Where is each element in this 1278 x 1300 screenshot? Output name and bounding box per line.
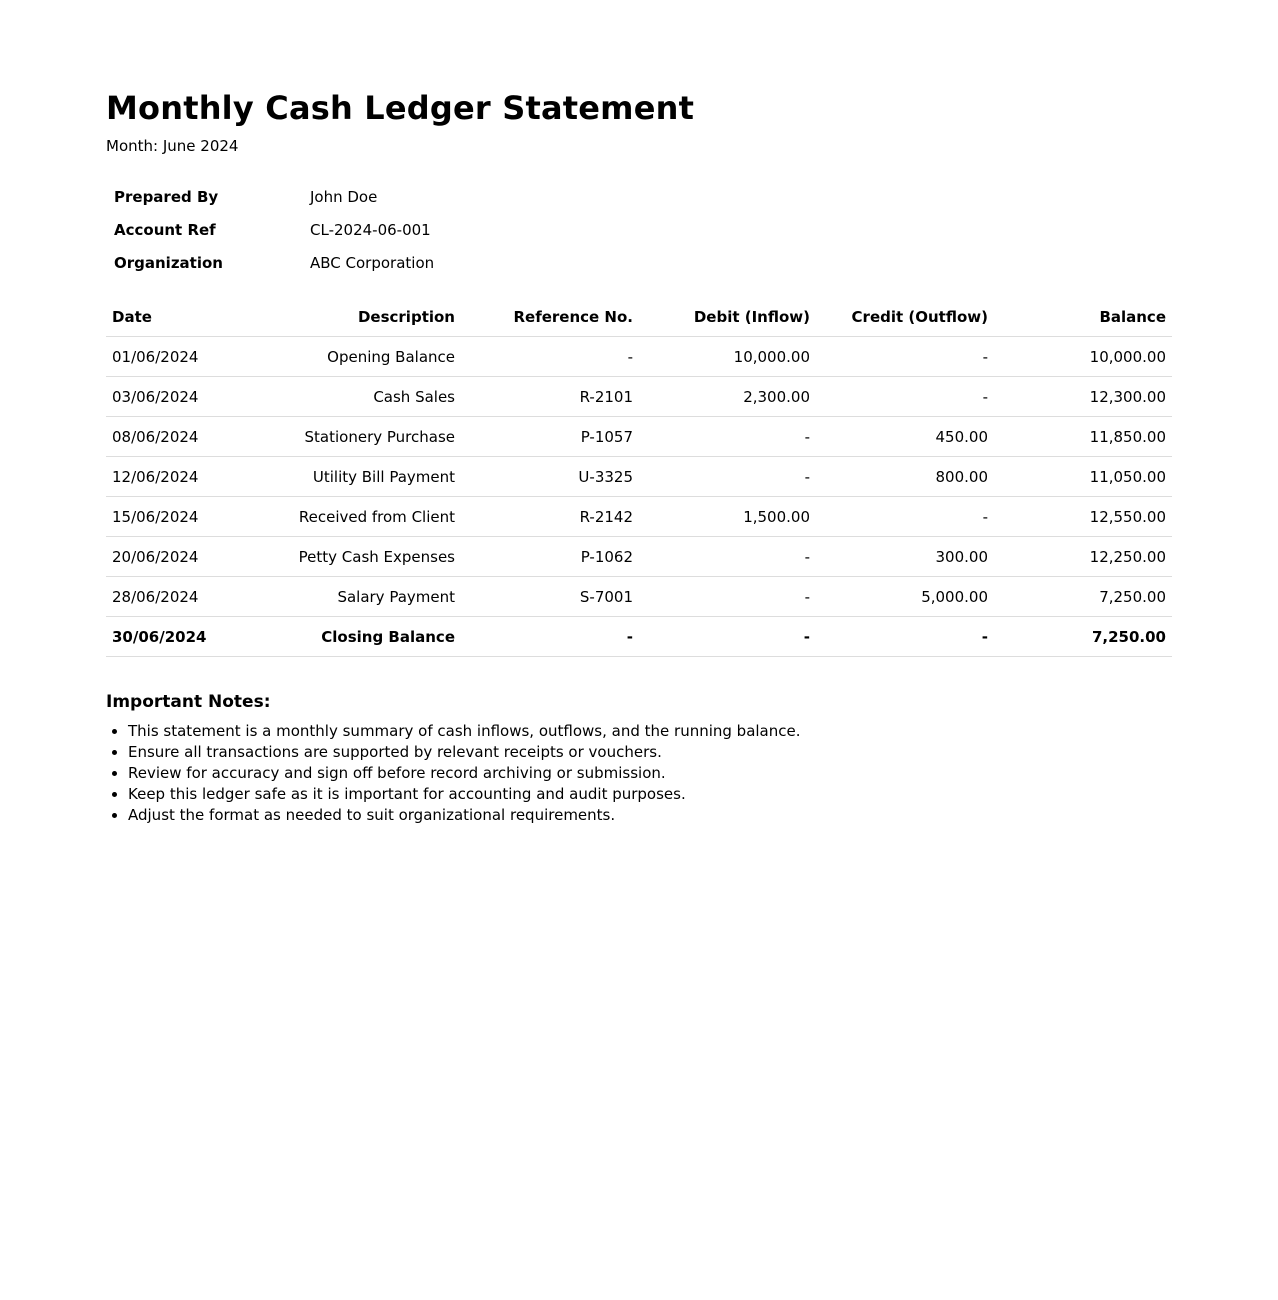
date-cell: 20/06/2024: [106, 537, 263, 577]
statement-meta-table: [114, 180, 434, 279]
debit-cell: -: [639, 457, 816, 497]
table-row: [106, 377, 1172, 417]
page-title: Monthly Cash Ledger Statement: [106, 89, 695, 127]
ledger-statement-page: [106, 86, 1172, 826]
credit-cell: -: [816, 337, 994, 377]
credit-cell: 800.00: [816, 457, 994, 497]
notes-heading: Important Notes:: [106, 692, 271, 712]
column-header-debit: Debit (Inflow): [639, 297, 816, 337]
ledger-table: [106, 297, 1172, 657]
reference-cell: R-2142: [461, 497, 639, 537]
column-header-credit: Credit (Outflow): [816, 297, 994, 337]
list-item: • Ensure all transactions are supported by relevant receipts or vouchers.: [128, 742, 1172, 763]
date-cell: 30/06/2024: [106, 617, 263, 657]
table-row: [106, 457, 1172, 497]
reference-cell: P-1062: [461, 537, 639, 577]
balance-cell: 12,550.00: [994, 497, 1172, 537]
date-cell: 01/06/2024: [106, 337, 263, 377]
debit-cell: 1,500.00: [639, 497, 816, 537]
meta-label: Organization: [114, 253, 223, 272]
description-cell: Salary Payment: [263, 577, 461, 617]
date-cell: 03/06/2024: [106, 377, 263, 417]
balance-cell: 10,000.00: [994, 337, 1172, 377]
balance-cell: 11,850.00: [994, 417, 1172, 457]
meta-row-account-ref: [114, 213, 434, 246]
reference-cell: -: [461, 337, 639, 377]
debit-cell: -: [639, 577, 816, 617]
credit-cell: -: [816, 497, 994, 537]
reference-cell: P-1057: [461, 417, 639, 457]
description-cell: Cash Sales: [263, 377, 461, 417]
credit-cell: -: [816, 377, 994, 417]
meta-row-prepared-by: [114, 180, 434, 213]
column-header-description: Description: [263, 297, 461, 337]
meta-label: Prepared By: [114, 187, 219, 206]
meta-value: John Doe: [310, 187, 378, 206]
credit-cell: 5,000.00: [816, 577, 994, 617]
credit-cell: 450.00: [816, 417, 994, 457]
table-row: [106, 417, 1172, 457]
meta-row-organization: [114, 246, 434, 279]
balance-cell: 11,050.00: [994, 457, 1172, 497]
notes-list: [106, 721, 1172, 826]
debit-cell: -: [639, 537, 816, 577]
ledger-header-row: [106, 297, 1172, 337]
description-cell: Opening Balance: [263, 337, 461, 377]
date-cell: 12/06/2024: [106, 457, 263, 497]
description-cell: Stationery Purchase: [263, 417, 461, 457]
balance-cell: 7,250.00: [994, 617, 1172, 657]
table-row: [106, 337, 1172, 377]
reference-cell: -: [461, 617, 639, 657]
debit-cell: -: [639, 617, 816, 657]
meta-value: ABC Corporation: [310, 253, 435, 272]
reference-cell: U-3325: [461, 457, 639, 497]
month-label: Month: June 2024: [106, 137, 239, 155]
balance-cell: 7,250.00: [994, 577, 1172, 617]
description-cell: Petty Cash Expenses: [263, 537, 461, 577]
table-row: [106, 497, 1172, 537]
debit-cell: 2,300.00: [639, 377, 816, 417]
balance-cell: 12,250.00: [994, 537, 1172, 577]
description-cell: Utility Bill Payment: [263, 457, 461, 497]
description-cell: Closing Balance: [263, 617, 461, 657]
closing-balance-row: [106, 617, 1172, 657]
meta-value: CL-2024-06-001: [310, 220, 431, 239]
list-item: • This statement is a monthly summary of cash inflows, outflows, and the running balance.: [128, 721, 1172, 742]
reference-cell: R-2101: [461, 377, 639, 417]
column-header-balance: Balance: [994, 297, 1172, 337]
list-item: • Adjust the format as needed to suit organizational requirements.: [128, 805, 1172, 826]
list-item: • Keep this ledger safe as it is important for accounting and audit purposes.: [128, 784, 1172, 805]
list-item: • Review for accuracy and sign off before record archiving or submission.: [128, 763, 1172, 784]
credit-cell: 300.00: [816, 537, 994, 577]
balance-cell: 12,300.00: [994, 377, 1172, 417]
date-cell: 08/06/2024: [106, 417, 263, 457]
column-header-date: Date: [106, 297, 263, 337]
table-row: [106, 577, 1172, 617]
credit-cell: -: [816, 617, 994, 657]
description-cell: Received from Client: [263, 497, 461, 537]
table-row: [106, 537, 1172, 577]
debit-cell: 10,000.00: [639, 337, 816, 377]
date-cell: 15/06/2024: [106, 497, 263, 537]
column-header-reference: Reference No.: [461, 297, 639, 337]
reference-cell: S-7001: [461, 577, 639, 617]
date-cell: 28/06/2024: [106, 577, 263, 617]
debit-cell: -: [639, 417, 816, 457]
meta-label: Account Ref: [114, 220, 216, 239]
